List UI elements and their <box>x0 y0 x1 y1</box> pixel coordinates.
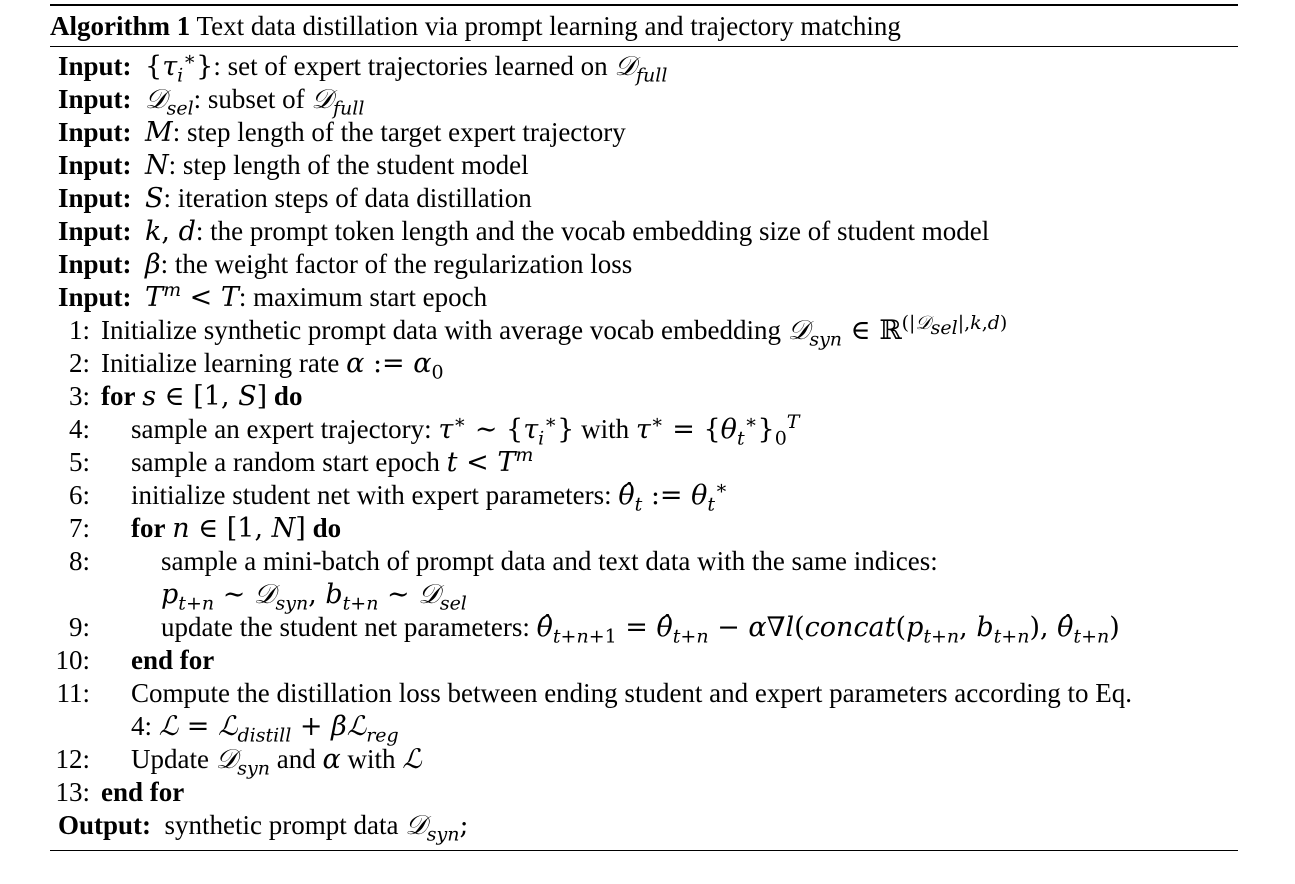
line-number: 11: <box>56 678 90 708</box>
step-text: Compute the distillation loss between ending student and expert parameters according to Eq. <box>131 678 1132 708</box>
math-d-full: 𝒟$_{full}$ <box>311 84 365 120</box>
keyword-for: for <box>131 513 166 543</box>
output-math: 𝒟$_{syn}$; <box>405 810 469 846</box>
step-math: $\tau^∗ = \{\theta_t^∗\}_0^T$ <box>635 411 800 450</box>
input-line-5: Input: S: iteration steps of data distillation <box>58 183 532 214</box>
line-number: 1: <box>68 315 90 345</box>
algorithm-label: Algorithm 1 <box>50 11 191 41</box>
input-math: 𝒟$_{sel}$ <box>145 84 194 120</box>
step-content <box>131 710 399 747</box>
step-math: s ∈ [1, S] <box>142 381 268 412</box>
step-math: n ∈ [1, N] <box>172 513 306 544</box>
input-line-1: Input: $\{\tau_i^∗\}$: set of expert trajectories learned on 𝒟$_{full}$ <box>58 48 668 87</box>
keyword-for: for <box>101 381 136 411</box>
step-content <box>161 611 1120 648</box>
step-content <box>131 411 800 450</box>
line-number: 7: <box>68 513 90 543</box>
algorithm-body <box>50 47 1238 846</box>
step-5 <box>50 446 1238 479</box>
step-math: ℒ = ℒ$_{distill}$ + βℒ$_{reg}$ <box>158 711 399 747</box>
input-keyword: Input: <box>58 51 132 81</box>
input-math: $\{\tau_i^∗\}$ <box>145 48 214 87</box>
input-math: M <box>145 117 173 148</box>
step-content <box>131 477 728 516</box>
step-text: and <box>276 744 316 774</box>
step-9 <box>50 611 1238 648</box>
step-content <box>101 380 302 413</box>
bottom-rule <box>50 850 1238 851</box>
input-keyword: Input: <box>58 282 132 312</box>
step-7 <box>50 512 1238 545</box>
input-keyword: Input: <box>58 183 132 213</box>
step-2 <box>50 347 1238 384</box>
input-keyword: Input: <box>58 150 132 180</box>
step-text: sample a mini-batch of prompt data and text data with the same indices: <box>161 546 938 576</box>
math-d-full: 𝒟$_{full}$ <box>614 51 668 87</box>
step-math: $\thetâ_{t+n+1}$ = $\thetâ_{t+n}$ − $\alpha\nabla l(concat(p_{t+n}$, $b_{t+n}$), $\thetâ_{t+n}$) <box>536 612 1120 648</box>
step-content <box>131 512 341 545</box>
input-line-3: Input: M: step length of the target expert trajectory <box>58 117 626 148</box>
input-math: S <box>145 183 164 214</box>
step-4 <box>50 411 1238 450</box>
step-1 <box>50 312 1238 351</box>
output-keyword: Output: <box>58 810 152 840</box>
step-math: $\thetâ_t$ := $\theta_t^∗$ <box>618 477 728 516</box>
step-text: update the student net parameters: <box>161 612 530 642</box>
step-8 <box>50 545 1238 578</box>
line-number: 13: <box>55 777 90 807</box>
algorithm-block <box>50 4 1238 851</box>
line-number: 3: <box>68 381 90 411</box>
input-line-2: Input: 𝒟$_{sel}$: subset of 𝒟$_{full}$ <box>58 84 365 120</box>
step-text: with <box>347 744 396 774</box>
step-text: sample an expert trajectory: <box>131 414 432 444</box>
algorithm-title <box>50 6 1238 46</box>
input-math: β <box>145 249 161 280</box>
input-keyword: Input: <box>58 249 132 279</box>
step-6 <box>50 477 1238 516</box>
line-number: 5: <box>68 447 90 477</box>
line-number: 9: <box>68 612 90 642</box>
step-math: $p_{t+n}$ ∼ 𝒟$_{syn}$, $b_{t+n}$ ∼ 𝒟$_{sel}$ <box>161 579 467 615</box>
step-text: initialize student net with expert parameters: <box>131 480 612 510</box>
input-keyword: Input: <box>58 117 132 147</box>
step-8-continuation <box>50 578 1238 615</box>
step-11-continuation <box>50 710 1238 747</box>
input-math: $T^m < T$ <box>145 279 239 313</box>
step-math: ℒ <box>402 744 422 775</box>
step-content <box>131 743 422 780</box>
input-keyword: Input: <box>58 84 132 114</box>
step-text: Initialize synthetic prompt data with average vocab embedding <box>101 315 782 345</box>
keyword-end-for: end for <box>131 645 215 675</box>
step-10 <box>50 644 1238 677</box>
keyword-do: do <box>312 513 342 543</box>
line-number: 2: <box>68 348 90 378</box>
step-text: sample a random start epoch <box>131 447 440 477</box>
step-content <box>101 347 444 384</box>
step-math: τ∗ ∼ $\{\tau_i^∗\}$ <box>438 411 575 450</box>
step-math: $t < T^m$ <box>446 444 534 478</box>
step-math: 𝒟$_{syn}$ ∈ ℝ$^{(|𝒟_{sel}|,k,d)}$ <box>787 312 1008 351</box>
step-text: 4: <box>131 711 153 741</box>
step-11 <box>50 677 1238 710</box>
line-number: 10: <box>55 645 90 675</box>
input-math: k, d <box>145 216 196 247</box>
keyword-do: do <box>273 381 303 411</box>
step-text: Update <box>131 744 209 774</box>
output-text: synthetic prompt data <box>164 810 399 840</box>
input-line-6: Input: k, d: the prompt token length and the vocab embedding size of student model <box>58 216 990 247</box>
input-line-4: Input: N: step length of the student model <box>58 150 529 181</box>
input-line-8: Input: $T^m < T$: maximum start epoch <box>58 279 488 313</box>
keyword-end-for: end for <box>101 777 185 807</box>
input-line-7: Input: β: the weight factor of the regularization loss <box>58 249 633 280</box>
step-13 <box>50 776 1238 809</box>
input-math: N <box>145 150 169 181</box>
step-math: α := $\alpha_0$ <box>346 348 444 384</box>
input-keyword: Input: <box>58 216 132 246</box>
line-number: 8: <box>68 546 90 576</box>
line-number: 4: <box>68 414 90 444</box>
step-content <box>131 446 533 479</box>
algorithm-title-text: Text data distillation via prompt learning and trajectory matching <box>196 11 901 41</box>
step-12 <box>50 743 1238 780</box>
step-text: Initialize learning rate <box>101 348 340 378</box>
output-line <box>50 809 1238 846</box>
step-math: 𝒟$_{syn}$ <box>215 744 270 780</box>
step-text: with <box>581 414 630 444</box>
step-3 <box>50 380 1238 413</box>
step-math: α <box>322 744 341 775</box>
step-content <box>161 578 467 615</box>
line-number: 12: <box>55 744 90 774</box>
line-number: 6: <box>68 480 90 510</box>
step-content <box>101 312 1008 351</box>
